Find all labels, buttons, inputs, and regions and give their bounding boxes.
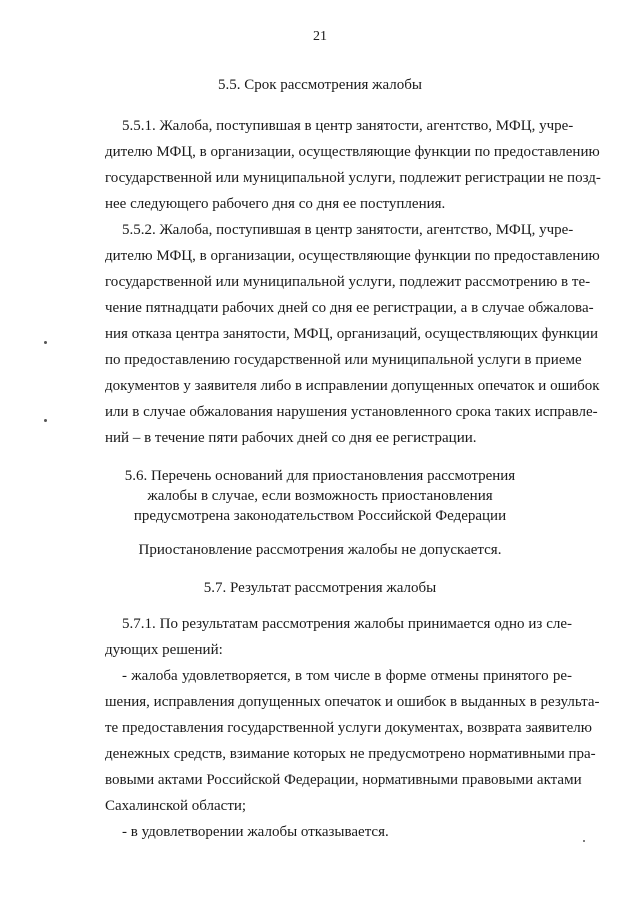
paragraph-line: ний – в течение пяти рабочих дней со дня ее регистрации. [105,430,477,446]
paragraph-line: дующих решений: [105,642,223,658]
section-heading-5-6-line: предусмотрена законодательством Российской Федерации [133,508,507,524]
paragraph-line: по предоставлению государственной или муниципальной услуги в приеме [105,352,582,368]
page-number: 21 [313,29,327,44]
paragraph-line: дителю МФЦ, в организации, осуществляющие функции по предоставлению [105,144,600,160]
bullet-line: - в удовлетворении жалобы отказывается. [122,824,389,840]
section-heading-5-6-line: жалобы в случае, если возможность приостановления [147,488,493,504]
paragraph-line: государственной или муниципальной услуги, подлежит рассмотрению в те- [105,274,591,290]
bullet-line: вовыми актами Российской Федерации, нормативными правовыми актами [105,772,582,788]
paragraph-line: 5.5.1. Жалоба, поступившая в центр занятости, агентство, МФЦ, учре- [122,118,574,134]
paragraph-line: нее следующего рабочего дня со дня ее поступления. [105,196,446,212]
paragraph-line: 5.5.2. Жалоба, поступившая в центр занятости, агентство, МФЦ, учре- [122,222,574,238]
paragraph-line: 5.7.1. По результатам рассмотрения жалобы принимается одно из сле- [122,616,572,632]
paragraph-line: ния отказа центра занятости, МФЦ, организаций, осуществляющих функции [105,326,598,342]
bullet-line: те предоставления государственной услуги документах, возврата заявителю [105,720,592,736]
section-heading-5-6-line: 5.6. Перечень оснований для приостановления рассмотрения [124,468,516,484]
bullet-line: денежных средств, взимание которых не предусмотрено нормативными пра- [105,746,596,762]
paragraph-line: государственной или муниципальной услуги, подлежит регистрации не позд- [105,170,601,186]
bullet-line: - жалоба удовлетворяется, в том числе в форме отмены принятого ре- [122,668,572,684]
section-heading-5-5: 5.5. Срок рассмотрения жалобы [217,77,422,93]
paragraph-line: документов у заявителя либо в исправлении допущенных опечаток и ошибок [105,378,600,394]
section-heading-5-7: 5.7. Результат рассмотрения жалобы [203,580,437,596]
paragraph-line: или в случае обжалования нарушения установленного срока таких исправле- [105,404,598,420]
bullet-line: шения, исправления допущенных опечаток и ошибок в выданных в результа- [105,694,600,710]
scan-dot [583,840,585,842]
paragraph-line: чение пятнадцати рабочих дней со дня ее регистрации, а в случае обжалова- [105,300,594,316]
bullet-line: Сахалинской области; [105,798,247,814]
scan-dot [44,341,47,344]
paragraph-line: Приостановление рассмотрения жалобы не допускается. [138,542,502,558]
paragraph-line: дителю МФЦ, в организации, осуществляющие функции по предоставлению [105,248,600,264]
scan-dot [44,419,47,422]
